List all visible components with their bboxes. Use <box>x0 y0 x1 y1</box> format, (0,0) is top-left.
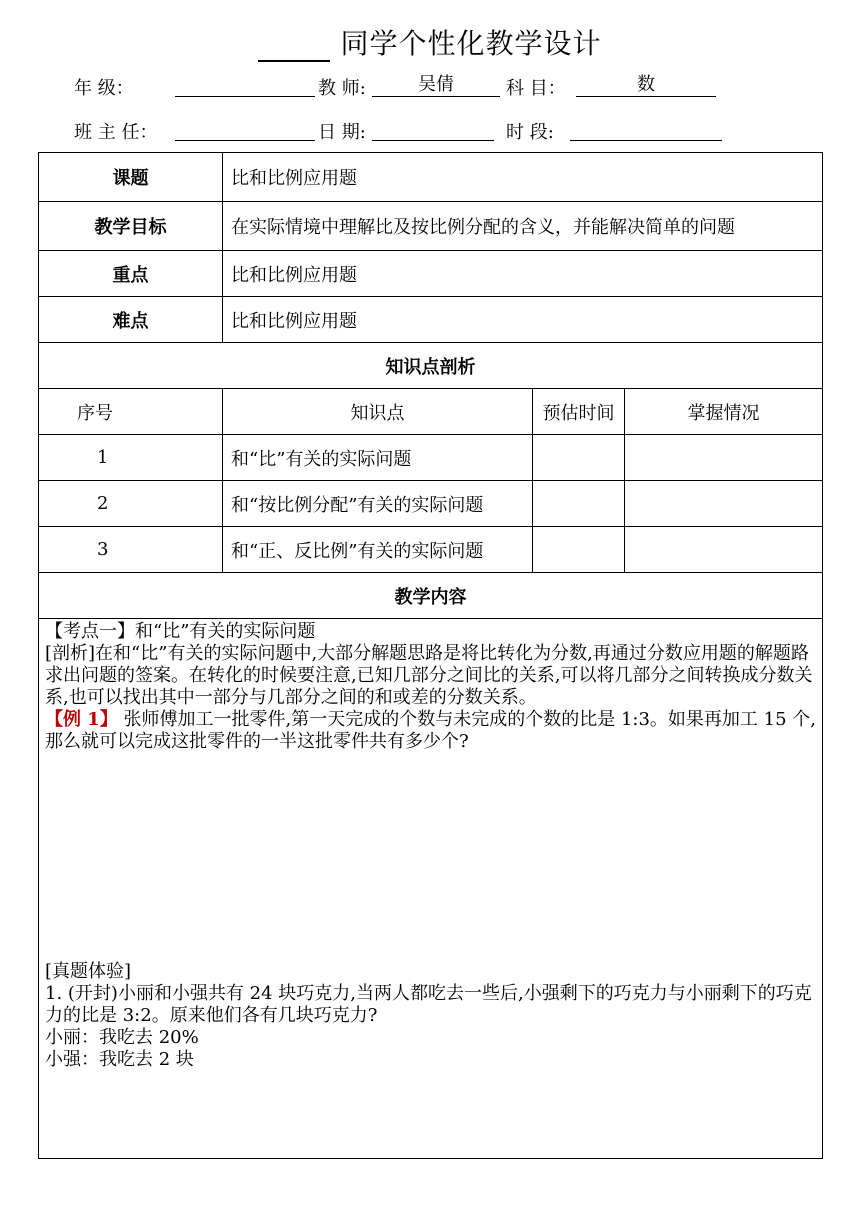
grade-field[interactable] <box>175 74 315 97</box>
row-time[interactable] <box>533 527 625 573</box>
xiaoli-line: 小丽：我吃去 20% <box>45 1027 199 1048</box>
period-field[interactable] <box>570 118 722 141</box>
teacher-label: 教 师: <box>318 78 366 99</box>
title-text: 同学个性化教学设计 <box>340 27 602 60</box>
date-label: 日 期: <box>318 122 366 143</box>
difficulty-row <box>39 297 823 343</box>
topic-value[interactable]: 比和比例应用题 <box>223 153 823 202</box>
row-point: 和“比”有关的实际问题 <box>223 435 533 481</box>
col-header-mastery: 掌握情况 <box>625 389 823 435</box>
col-header-time: 预估时间 <box>533 389 625 435</box>
col-header-no: 序号 <box>39 389 223 435</box>
subject-field[interactable]: 数 <box>576 74 716 97</box>
lesson-plan-table <box>38 152 823 1159</box>
content-section-title: 教学内容 <box>39 573 823 619</box>
example-text: 张师傅加工一批零件,第一天完成的个数与未完成的个数的比是 1:3。如果再加工 15 个,那么就可以完成这批零件的一半这批零件共有多少个? <box>45 709 816 752</box>
difficulty-value[interactable]: 比和比例应用题 <box>223 297 823 343</box>
example-1 <box>45 709 822 753</box>
row-mastery[interactable] <box>625 527 823 573</box>
content-body-row <box>39 619 823 1159</box>
table-row <box>39 435 823 481</box>
example-tag: 【例 1】 <box>45 709 118 730</box>
info-row-2 <box>0 118 860 144</box>
xiaoqiang-line: 小强：我吃去 2 块 <box>45 1049 194 1070</box>
row-point: 和“按比例分配”有关的实际问题 <box>223 481 533 527</box>
topic-row <box>39 153 823 202</box>
objective-value[interactable]: 在实际情境中理解比及按比例分配的含义，并能解决简单的问题 <box>223 202 823 251</box>
knowledge-header-row <box>39 389 823 435</box>
info-row-1 <box>0 74 860 100</box>
practice-question-1: 1. (开封)小丽和小强共有 24 块巧克力,当两人都吃去一些后,小强剩下的巧克力与小丽剩下的巧克力的比是 3:2。原来他们各有几块巧克力? <box>45 983 812 1026</box>
knowledge-section-title: 知识点剖析 <box>39 343 823 389</box>
subject-label: 科 目： <box>506 78 566 99</box>
topic-label: 课题 <box>39 153 223 202</box>
table-row <box>39 481 823 527</box>
grade-label: 年 级： <box>74 78 134 99</box>
row-mastery[interactable] <box>625 481 823 527</box>
date-field[interactable] <box>372 118 494 141</box>
row-mastery[interactable] <box>625 435 823 481</box>
key-point-row <box>39 251 823 297</box>
table-row <box>39 527 823 573</box>
content-body[interactable] <box>39 619 823 1159</box>
col-header-point: 知识点 <box>223 389 533 435</box>
name-blank[interactable] <box>258 30 330 62</box>
row-no: 2 <box>39 481 223 527</box>
difficulty-label: 难点 <box>39 297 223 343</box>
objective-label: 教学目标 <box>39 202 223 251</box>
row-no: 3 <box>39 527 223 573</box>
analysis-text: [剖析]在和“比”有关的实际问题中,大部分解题思路是将比转化为分数,再通过分数应用题的解题路求出问题的签案。在转化的时候要注意,已知几部分之间比的关系,可以将几部分之间转换成分数关系,也可以找出其中一部分与几部分之间的和或差的分数关系。 <box>45 643 813 708</box>
teacher-field[interactable]: 吴倩 <box>372 74 500 97</box>
row-time[interactable] <box>533 481 625 527</box>
class-teacher-field[interactable] <box>175 118 315 141</box>
class-teacher-label: 班 主 任： <box>74 122 158 143</box>
page-title <box>0 22 860 62</box>
row-no: 1 <box>39 435 223 481</box>
content-section-row <box>39 573 823 619</box>
key-point-label: 重点 <box>39 251 223 297</box>
row-time[interactable] <box>533 435 625 481</box>
knowledge-section-row <box>39 343 823 389</box>
key-point-value[interactable]: 比和比例应用题 <box>223 251 823 297</box>
kaodian-heading: 【考点一】和“比”有关的实际问题 <box>45 621 316 642</box>
period-label: 时 段: <box>506 122 554 143</box>
practice-title: [真题体验] <box>45 961 132 982</box>
row-point: 和“正、反比例”有关的实际问题 <box>223 527 533 573</box>
objective-row <box>39 202 823 251</box>
answer-space[interactable] <box>45 753 822 961</box>
